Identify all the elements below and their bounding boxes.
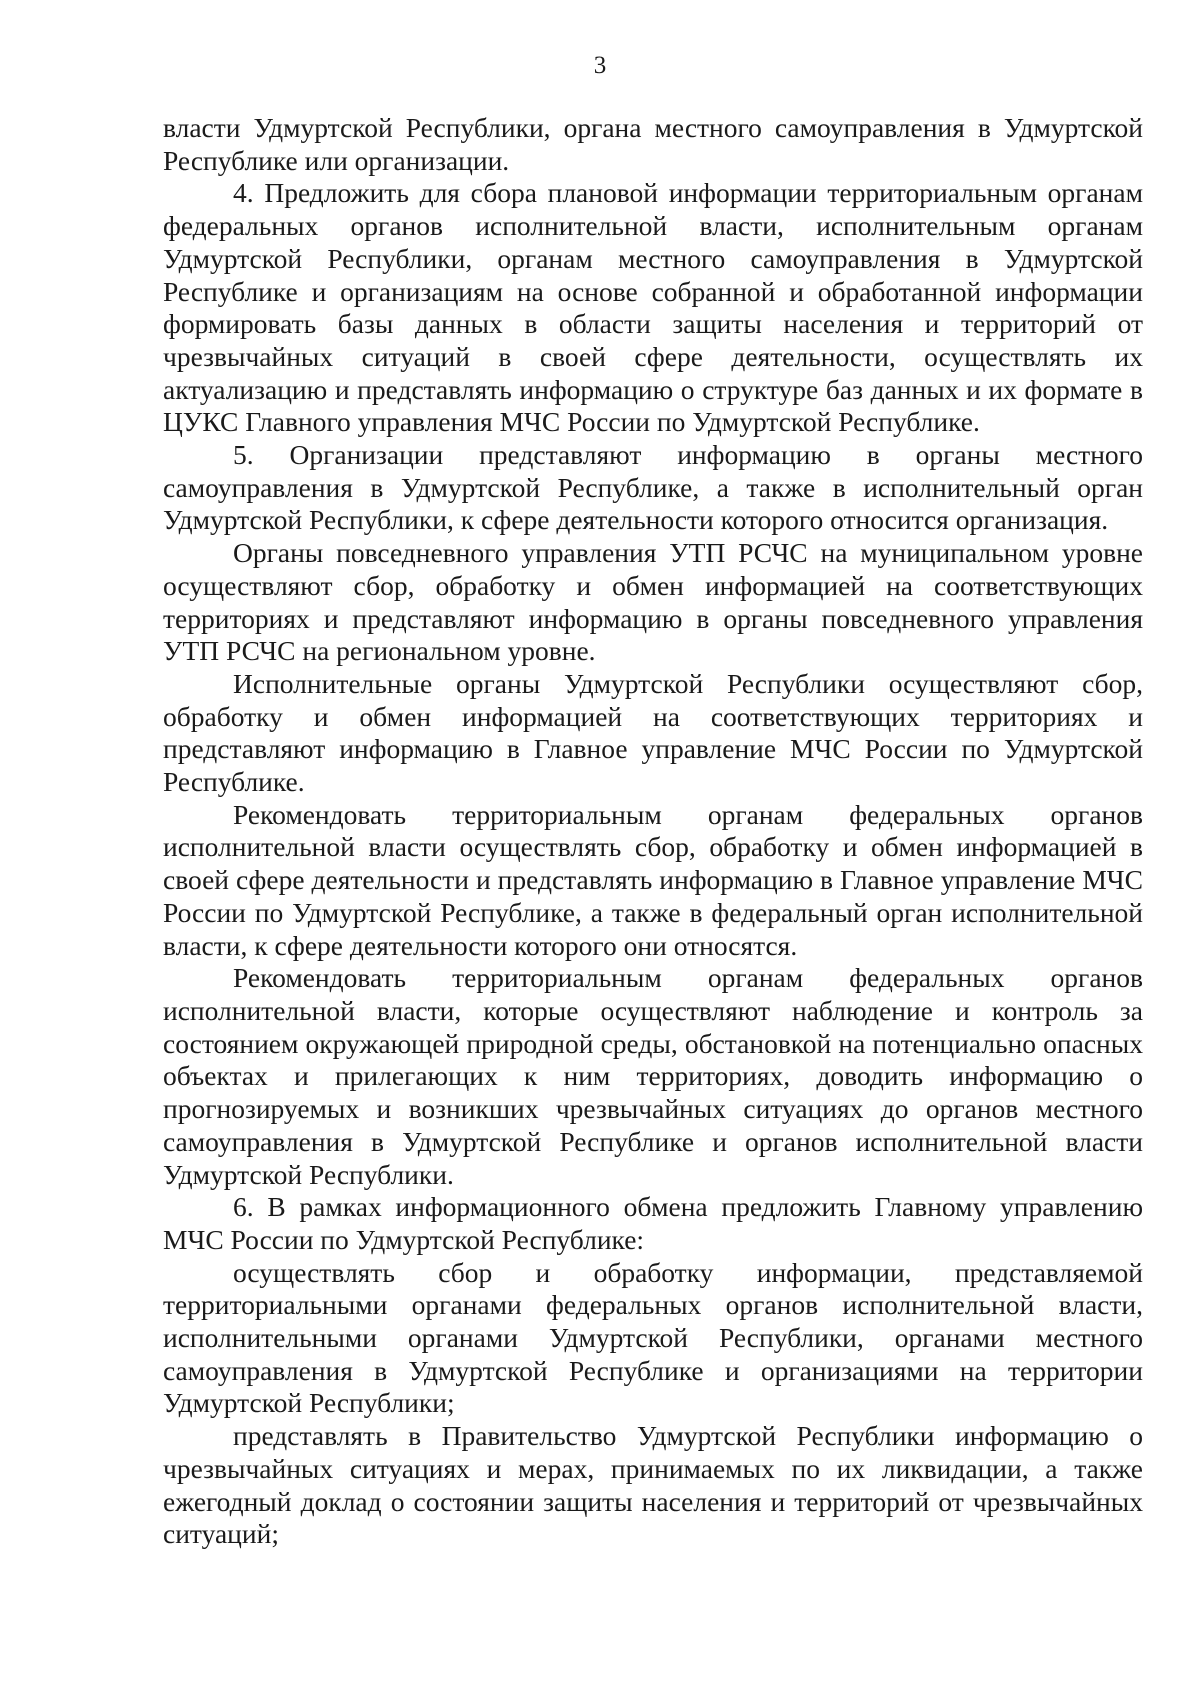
paragraph-item-4: 4. Предложить для сбора плановой информации территориальным органам федеральных органов исполнительной власти, исполнительным органам Удмуртской Республики, органам местного самоуправления в Удмуртской Республике и организациям на основе собранной и обработанной информации формировать базы данных в области защиты населения и территорий от чрезвычайных ситуаций в своей сфере деятельности, осуществлять их актуализацию и представлять информацию о структуре баз данных и их формате в ЦУКС Главного управления МЧС России по Удмуртской Республике.: [163, 177, 1143, 438]
paragraph-recommend-monitoring: Рекомендовать территориальным органам федеральных органов исполнительной власти, которые осуществляют наблюдение и контроль за состоянием окружающей природной среды, обстановкой на потенциально опасных объектах и прилегающих к ним территориях, доводить информацию о прогнозируемых и возникших чрезвычайных ситуациях до органов местного самоуправления в Удмуртской Республике и органов исполнительной власти Удмуртской Республики.: [163, 962, 1143, 1190]
paragraph-item-6: 6. В рамках информационного обмена предложить Главному управлению МЧС России по Удмуртской Республике:: [163, 1191, 1143, 1255]
document-body: [163, 112, 1143, 1551]
paragraph-continuation: власти Удмуртской Республики, органа местного самоуправления в Удмуртской Республике или организации.: [163, 112, 1143, 176]
paragraph-municipal-level: Органы повседневного управления УТП РСЧС на муниципальном уровне осуществляют сбор, обработку и обмен информацией на соответствующих территориях и представляют информацию в органы повседневного управления УТП РСЧС на региональном уровне.: [163, 537, 1143, 667]
paragraph-executive-bodies: Исполнительные органы Удмуртской Республики осуществляют сбор, обработку и обмен информацией на соответствующих территориях и представляют информацию в Главное управление МЧС России по Удмуртской Республике.: [163, 667, 1143, 798]
paragraph-collect-process: осуществлять сбор и обработку информации, представляемой территориальными органами федеральных органов исполнительной власти, исполнительными органами Удмуртской Республики, органами местного самоуправления в Удмуртской Республике и организациями на территории Удмуртской Республики;: [163, 1256, 1143, 1419]
paragraph-item-5: 5. Организации представляют информацию в органы местного самоуправления в Удмуртской Республике, а также в исполнительный орган Удмуртской Республики, к сфере деятельности которого относится организация.: [163, 439, 1143, 536]
paragraph-recommend-federal: Рекомендовать территориальным органам федеральных органов исполнительной власти осуществлять сбор, обработку и обмен информацией в своей сфере деятельности и представлять информацию в Главное управление МЧС России по Удмуртской Республике, а также в федеральный орган исполнительной власти, к сфере деятельности которого они относятся.: [163, 798, 1143, 961]
page-number: 3: [593, 52, 607, 79]
paragraph-report-government: представлять в Правительство Удмуртской Республики информацию о чрезвычайных ситуациях и мерах, принимаемых по их ликвидации, а также ежегодный доклад о состоянии защиты населения и территорий от чрезвычайных ситуаций;: [163, 1420, 1143, 1550]
